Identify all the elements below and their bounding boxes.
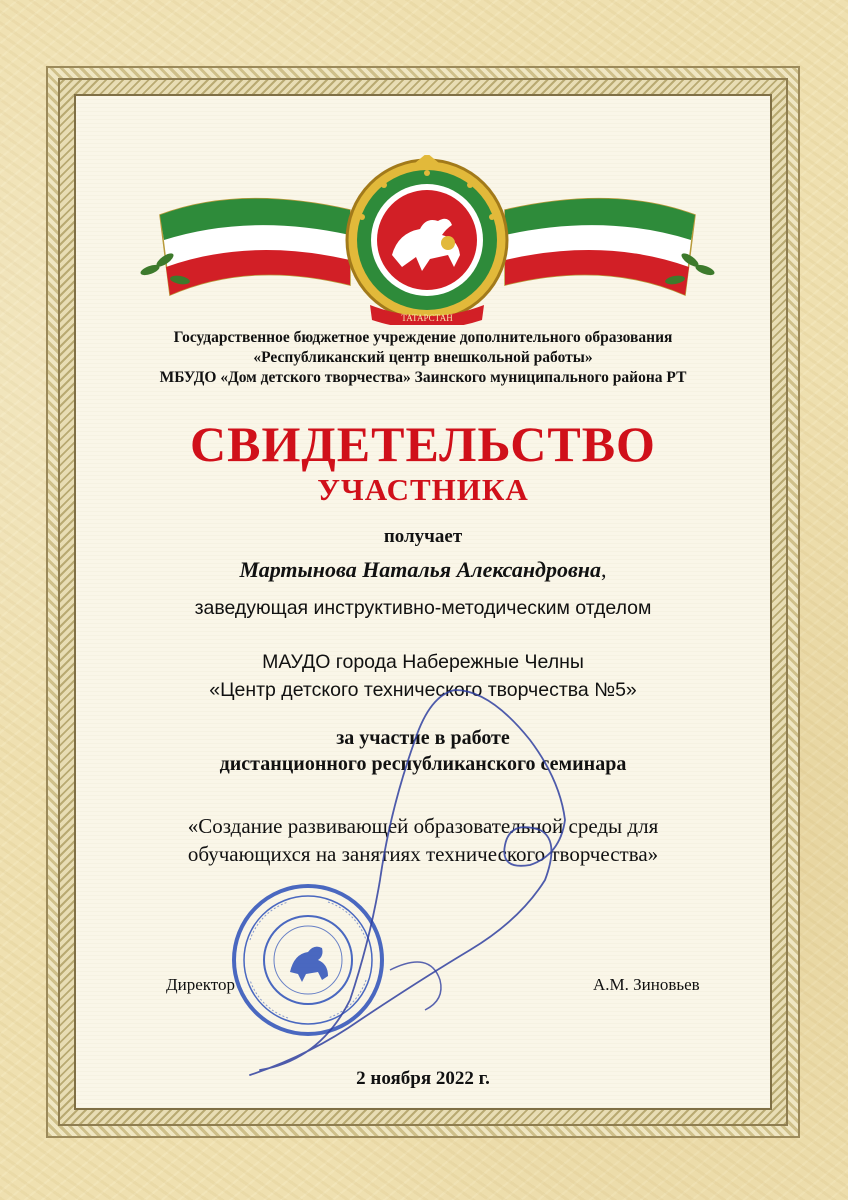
institution-line-1: МАУДО города Набережные Челны — [262, 651, 584, 673]
certificate-subtitle: УЧАСТНИКА — [317, 472, 529, 507]
recipient-comma: , — [601, 557, 607, 582]
receives-label: получает — [383, 526, 463, 547]
reason-line-1: за участие в работе — [336, 727, 510, 749]
tatarstan-emblem — [130, 155, 725, 325]
topic-line-1: «Создание развивающей образовательной среды для — [187, 814, 659, 838]
issue-date: 2 ноября 2022 г. — [356, 1068, 490, 1089]
topic-line-2: обучающихся на занятиях технического творчества» — [187, 842, 659, 866]
reason-line-2: дистанционного республиканского семинара — [219, 753, 627, 775]
organization-line-1: Государственное бюджетное учреждение дополнительного образования — [173, 329, 673, 346]
institution-line-2: «Центр детского технического творчества №5» — [209, 679, 637, 701]
recipient-name: Мартынова Наталья Александровна — [239, 557, 602, 582]
director-name: А.М. Зиновьев — [593, 975, 700, 994]
organization-line-3: МБУДО «Дом детского творчества» Заинского муниципального района РТ — [159, 369, 687, 386]
certificate-title: СВИДЕТЕЛЬСТВО — [190, 416, 656, 472]
emblem-ribbon-text: ТАТАРСТАН — [401, 313, 453, 323]
recipient-line — [74, 557, 772, 583]
organization-line-2: «Республиканский центр внешкольной работы» — [253, 349, 593, 366]
director-role-label: Директор — [166, 975, 235, 994]
recipient-position: заведующая инструктивно-методическим отделом — [194, 597, 652, 619]
official-stamp — [228, 880, 388, 1040]
